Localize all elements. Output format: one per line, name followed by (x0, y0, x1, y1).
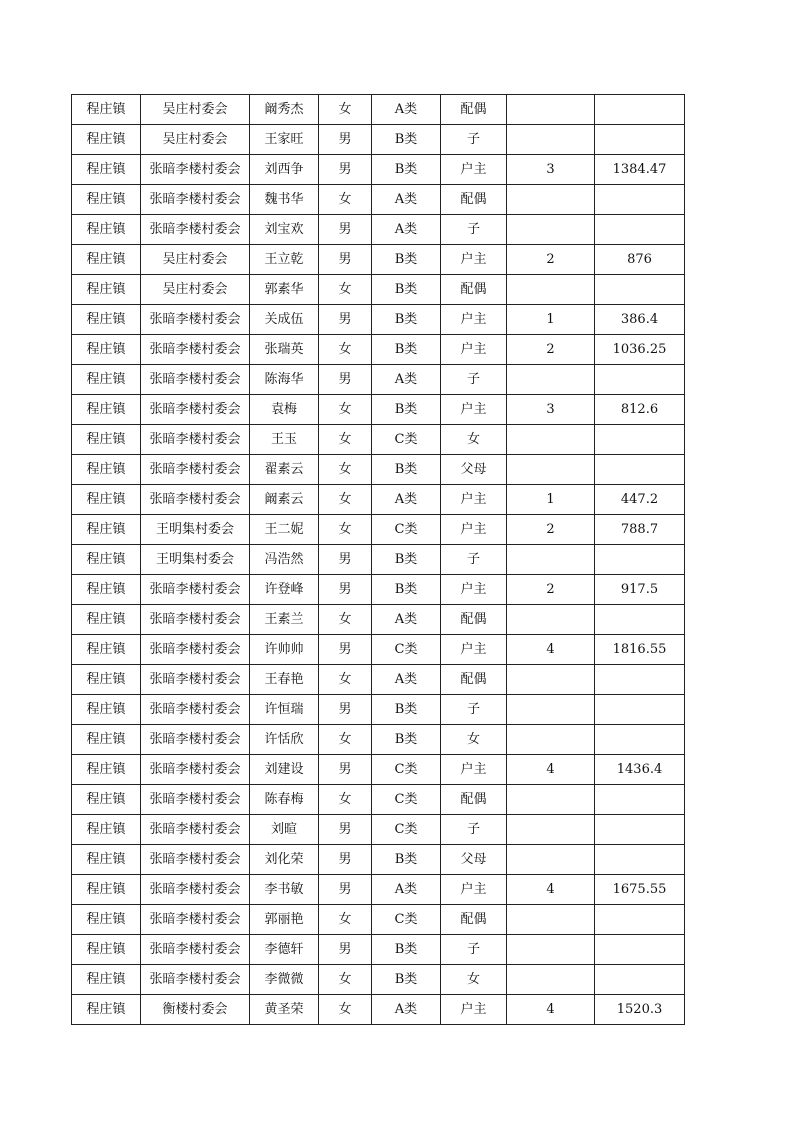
town-cell: 程庄镇 (72, 275, 141, 305)
village-committee-cell: 张暗李楼村委会 (141, 665, 250, 695)
village-committee-cell: 王明集村委会 (141, 545, 250, 575)
gender-cell: 女 (319, 665, 372, 695)
town-cell: 程庄镇 (72, 695, 141, 725)
name-cell: 阚素云 (250, 485, 319, 515)
gender-cell: 男 (319, 215, 372, 245)
category-cell: B类 (372, 935, 441, 965)
relation-cell: 父母 (441, 845, 507, 875)
town-cell: 程庄镇 (72, 425, 141, 455)
household-size-cell: 4 (507, 995, 595, 1025)
village-committee-cell: 王明集村委会 (141, 515, 250, 545)
town-cell: 程庄镇 (72, 365, 141, 395)
gender-cell: 女 (319, 785, 372, 815)
gender-cell: 男 (319, 545, 372, 575)
amount-cell (595, 845, 685, 875)
category-cell: C类 (372, 635, 441, 665)
household-size-cell (507, 965, 595, 995)
category-cell: B类 (372, 245, 441, 275)
amount-cell (595, 785, 685, 815)
name-cell: 许登峰 (250, 575, 319, 605)
gender-cell: 男 (319, 845, 372, 875)
town-cell: 程庄镇 (72, 905, 141, 935)
amount-cell (595, 365, 685, 395)
category-cell: A类 (372, 995, 441, 1025)
amount-cell: 1384.47 (595, 155, 685, 185)
relation-cell: 配偶 (441, 785, 507, 815)
town-cell: 程庄镇 (72, 605, 141, 635)
village-committee-cell: 张暗李楼村委会 (141, 965, 250, 995)
gender-cell: 女 (319, 95, 372, 125)
amount-cell: 1520.3 (595, 995, 685, 1025)
amount-cell: 1036.25 (595, 335, 685, 365)
village-committee-cell: 张暗李楼村委会 (141, 755, 250, 785)
category-cell: B类 (372, 545, 441, 575)
relation-cell: 户主 (441, 575, 507, 605)
village-committee-cell: 衡楼村委会 (141, 995, 250, 1025)
household-size-cell: 4 (507, 635, 595, 665)
category-cell: B类 (372, 305, 441, 335)
household-size-cell (507, 455, 595, 485)
town-cell: 程庄镇 (72, 635, 141, 665)
household-size-cell (507, 365, 595, 395)
town-cell: 程庄镇 (72, 485, 141, 515)
table-row (72, 125, 685, 155)
household-size-cell: 1 (507, 305, 595, 335)
category-cell: B类 (372, 575, 441, 605)
amount-cell (595, 965, 685, 995)
relation-cell: 配偶 (441, 185, 507, 215)
category-cell: B类 (372, 725, 441, 755)
household-table (71, 94, 685, 1025)
village-committee-cell: 张暗李楼村委会 (141, 875, 250, 905)
category-cell: A类 (372, 365, 441, 395)
amount-cell (595, 95, 685, 125)
relation-cell: 子 (441, 125, 507, 155)
town-cell: 程庄镇 (72, 845, 141, 875)
village-committee-cell: 张暗李楼村委会 (141, 215, 250, 245)
gender-cell: 男 (319, 755, 372, 785)
amount-cell: 812.6 (595, 395, 685, 425)
gender-cell: 女 (319, 485, 372, 515)
category-cell: C类 (372, 815, 441, 845)
table-row (72, 905, 685, 935)
category-cell: A类 (372, 95, 441, 125)
household-size-cell: 4 (507, 875, 595, 905)
name-cell: 关成伍 (250, 305, 319, 335)
relation-cell: 户主 (441, 305, 507, 335)
category-cell: C类 (372, 755, 441, 785)
town-cell: 程庄镇 (72, 245, 141, 275)
name-cell: 许恬欣 (250, 725, 319, 755)
gender-cell: 男 (319, 695, 372, 725)
relation-cell: 子 (441, 365, 507, 395)
category-cell: B类 (372, 275, 441, 305)
name-cell: 李德轩 (250, 935, 319, 965)
relation-cell: 配偶 (441, 275, 507, 305)
village-committee-cell: 张暗李楼村委会 (141, 635, 250, 665)
household-size-cell (507, 275, 595, 305)
name-cell: 陈春梅 (250, 785, 319, 815)
relation-cell: 配偶 (441, 905, 507, 935)
category-cell: C类 (372, 905, 441, 935)
table-row (72, 545, 685, 575)
table-row (72, 575, 685, 605)
gender-cell: 男 (319, 245, 372, 275)
table-row (72, 935, 685, 965)
gender-cell: 男 (319, 635, 372, 665)
table-row (72, 665, 685, 695)
household-size-cell (507, 905, 595, 935)
gender-cell: 女 (319, 335, 372, 365)
name-cell: 黄圣荣 (250, 995, 319, 1025)
village-committee-cell: 吴庄村委会 (141, 245, 250, 275)
town-cell: 程庄镇 (72, 125, 141, 155)
relation-cell: 户主 (441, 335, 507, 365)
table-row (72, 335, 685, 365)
gender-cell: 男 (319, 575, 372, 605)
household-size-cell (507, 845, 595, 875)
village-committee-cell: 张暗李楼村委会 (141, 485, 250, 515)
relation-cell: 女 (441, 725, 507, 755)
relation-cell: 父母 (441, 455, 507, 485)
village-committee-cell: 张暗李楼村委会 (141, 305, 250, 335)
village-committee-cell: 张暗李楼村委会 (141, 335, 250, 365)
town-cell: 程庄镇 (72, 335, 141, 365)
category-cell: A类 (372, 605, 441, 635)
relation-cell: 子 (441, 545, 507, 575)
table-row (72, 215, 685, 245)
category-cell: B类 (372, 395, 441, 425)
category-cell: C类 (372, 425, 441, 455)
village-committee-cell: 吴庄村委会 (141, 275, 250, 305)
household-size-cell: 2 (507, 245, 595, 275)
town-cell: 程庄镇 (72, 575, 141, 605)
table-row (72, 245, 685, 275)
name-cell: 魏书华 (250, 185, 319, 215)
household-size-cell: 3 (507, 155, 595, 185)
relation-cell: 子 (441, 215, 507, 245)
table-row (72, 785, 685, 815)
town-cell: 程庄镇 (72, 305, 141, 335)
amount-cell: 1816.55 (595, 635, 685, 665)
town-cell: 程庄镇 (72, 665, 141, 695)
name-cell: 刘西争 (250, 155, 319, 185)
relation-cell: 子 (441, 935, 507, 965)
gender-cell: 女 (319, 425, 372, 455)
amount-cell (595, 455, 685, 485)
amount-cell: 1675.55 (595, 875, 685, 905)
relation-cell: 户主 (441, 635, 507, 665)
amount-cell (595, 905, 685, 935)
household-size-cell (507, 185, 595, 215)
amount-cell: 1436.4 (595, 755, 685, 785)
relation-cell: 户主 (441, 245, 507, 275)
household-size-cell: 2 (507, 515, 595, 545)
relation-cell: 配偶 (441, 605, 507, 635)
village-committee-cell: 张暗李楼村委会 (141, 185, 250, 215)
category-cell: A类 (372, 665, 441, 695)
name-cell: 李微微 (250, 965, 319, 995)
town-cell: 程庄镇 (72, 785, 141, 815)
table-row (72, 755, 685, 785)
amount-cell (595, 275, 685, 305)
table-row (72, 425, 685, 455)
table-row (72, 965, 685, 995)
category-cell: B类 (372, 695, 441, 725)
amount-cell: 447.2 (595, 485, 685, 515)
town-cell: 程庄镇 (72, 755, 141, 785)
name-cell: 阚秀杰 (250, 95, 319, 125)
name-cell: 冯浩然 (250, 545, 319, 575)
gender-cell: 男 (319, 935, 372, 965)
household-size-cell (507, 215, 595, 245)
name-cell: 王立乾 (250, 245, 319, 275)
table-row (72, 305, 685, 335)
amount-cell: 788.7 (595, 515, 685, 545)
name-cell: 郭丽艳 (250, 905, 319, 935)
gender-cell: 男 (319, 875, 372, 905)
town-cell: 程庄镇 (72, 935, 141, 965)
amount-cell (595, 935, 685, 965)
table-row (72, 695, 685, 725)
category-cell: A类 (372, 215, 441, 245)
village-committee-cell: 张暗李楼村委会 (141, 815, 250, 845)
household-size-cell: 3 (507, 395, 595, 425)
relation-cell: 女 (441, 965, 507, 995)
town-cell: 程庄镇 (72, 725, 141, 755)
town-cell: 程庄镇 (72, 455, 141, 485)
table-row (72, 95, 685, 125)
village-committee-cell: 张暗李楼村委会 (141, 155, 250, 185)
name-cell: 王家旺 (250, 125, 319, 155)
table-row (72, 875, 685, 905)
relation-cell: 配偶 (441, 95, 507, 125)
name-cell: 刘宝欢 (250, 215, 319, 245)
amount-cell (595, 215, 685, 245)
village-committee-cell: 张暗李楼村委会 (141, 365, 250, 395)
category-cell: B类 (372, 965, 441, 995)
name-cell: 刘建设 (250, 755, 319, 785)
relation-cell: 户主 (441, 875, 507, 905)
name-cell: 许帅帅 (250, 635, 319, 665)
gender-cell: 女 (319, 995, 372, 1025)
table-row (72, 275, 685, 305)
town-cell: 程庄镇 (72, 815, 141, 845)
village-committee-cell: 吴庄村委会 (141, 125, 250, 155)
household-size-cell: 1 (507, 485, 595, 515)
amount-cell: 386.4 (595, 305, 685, 335)
table-row (72, 815, 685, 845)
household-size-cell (507, 425, 595, 455)
name-cell: 翟素云 (250, 455, 319, 485)
category-cell: B类 (372, 845, 441, 875)
table-body (72, 95, 685, 1025)
gender-cell: 女 (319, 455, 372, 485)
name-cell: 王二妮 (250, 515, 319, 545)
village-committee-cell: 张暗李楼村委会 (141, 395, 250, 425)
relation-cell: 户主 (441, 755, 507, 785)
name-cell: 王玉 (250, 425, 319, 455)
household-size-cell (507, 665, 595, 695)
amount-cell: 917.5 (595, 575, 685, 605)
household-size-cell (507, 605, 595, 635)
village-committee-cell: 张暗李楼村委会 (141, 455, 250, 485)
town-cell: 程庄镇 (72, 155, 141, 185)
name-cell: 郭素华 (250, 275, 319, 305)
relation-cell: 户主 (441, 395, 507, 425)
category-cell: B类 (372, 155, 441, 185)
village-committee-cell: 张暗李楼村委会 (141, 575, 250, 605)
village-committee-cell: 张暗李楼村委会 (141, 935, 250, 965)
village-committee-cell: 吴庄村委会 (141, 95, 250, 125)
table-row (72, 455, 685, 485)
household-size-cell (507, 95, 595, 125)
town-cell: 程庄镇 (72, 515, 141, 545)
town-cell: 程庄镇 (72, 395, 141, 425)
name-cell: 王素兰 (250, 605, 319, 635)
category-cell: A类 (372, 485, 441, 515)
name-cell: 刘化荣 (250, 845, 319, 875)
gender-cell: 女 (319, 905, 372, 935)
town-cell: 程庄镇 (72, 215, 141, 245)
amount-cell (595, 695, 685, 725)
name-cell: 袁梅 (250, 395, 319, 425)
category-cell: A类 (372, 185, 441, 215)
table-row (72, 635, 685, 665)
household-size-cell (507, 695, 595, 725)
gender-cell: 女 (319, 605, 372, 635)
village-committee-cell: 张暗李楼村委会 (141, 845, 250, 875)
amount-cell (595, 605, 685, 635)
gender-cell: 男 (319, 815, 372, 845)
amount-cell (595, 425, 685, 455)
relation-cell: 户主 (441, 515, 507, 545)
village-committee-cell: 张暗李楼村委会 (141, 695, 250, 725)
relation-cell: 户主 (441, 485, 507, 515)
household-size-cell (507, 125, 595, 155)
town-cell: 程庄镇 (72, 965, 141, 995)
household-size-cell (507, 545, 595, 575)
amount-cell (595, 815, 685, 845)
table-row (72, 185, 685, 215)
amount-cell (595, 545, 685, 575)
village-committee-cell: 张暗李楼村委会 (141, 785, 250, 815)
table-row (72, 395, 685, 425)
household-size-cell: 4 (507, 755, 595, 785)
name-cell: 许恒瑞 (250, 695, 319, 725)
gender-cell: 男 (319, 365, 372, 395)
relation-cell: 子 (441, 695, 507, 725)
gender-cell: 女 (319, 185, 372, 215)
gender-cell: 女 (319, 515, 372, 545)
table-row (72, 725, 685, 755)
gender-cell: 女 (319, 275, 372, 305)
household-size-cell (507, 785, 595, 815)
relation-cell: 配偶 (441, 665, 507, 695)
gender-cell: 男 (319, 305, 372, 335)
village-committee-cell: 张暗李楼村委会 (141, 605, 250, 635)
household-size-cell (507, 815, 595, 845)
category-cell: B类 (372, 455, 441, 485)
relation-cell: 户主 (441, 995, 507, 1025)
gender-cell: 女 (319, 965, 372, 995)
household-size-cell: 2 (507, 575, 595, 605)
name-cell: 刘暄 (250, 815, 319, 845)
table-row (72, 845, 685, 875)
amount-cell: 876 (595, 245, 685, 275)
table-row (72, 995, 685, 1025)
category-cell: B类 (372, 335, 441, 365)
name-cell: 陈海华 (250, 365, 319, 395)
table-row (72, 485, 685, 515)
household-size-cell: 2 (507, 335, 595, 365)
name-cell: 张瑞英 (250, 335, 319, 365)
village-committee-cell: 张暗李楼村委会 (141, 725, 250, 755)
relation-cell: 女 (441, 425, 507, 455)
table-row (72, 155, 685, 185)
category-cell: B类 (372, 125, 441, 155)
gender-cell: 男 (319, 125, 372, 155)
town-cell: 程庄镇 (72, 995, 141, 1025)
relation-cell: 子 (441, 815, 507, 845)
relation-cell: 户主 (441, 155, 507, 185)
gender-cell: 女 (319, 395, 372, 425)
name-cell: 李书敏 (250, 875, 319, 905)
town-cell: 程庄镇 (72, 545, 141, 575)
town-cell: 程庄镇 (72, 95, 141, 125)
amount-cell (595, 185, 685, 215)
category-cell: C类 (372, 785, 441, 815)
category-cell: C类 (372, 515, 441, 545)
table-row (72, 605, 685, 635)
gender-cell: 男 (319, 155, 372, 185)
household-size-cell (507, 935, 595, 965)
category-cell: A类 (372, 875, 441, 905)
household-size-cell (507, 725, 595, 755)
village-committee-cell: 张暗李楼村委会 (141, 905, 250, 935)
town-cell: 程庄镇 (72, 875, 141, 905)
table-row (72, 365, 685, 395)
amount-cell (595, 725, 685, 755)
amount-cell (595, 665, 685, 695)
town-cell: 程庄镇 (72, 185, 141, 215)
amount-cell (595, 125, 685, 155)
table-row (72, 515, 685, 545)
village-committee-cell: 张暗李楼村委会 (141, 425, 250, 455)
gender-cell: 女 (319, 725, 372, 755)
name-cell: 王春艳 (250, 665, 319, 695)
